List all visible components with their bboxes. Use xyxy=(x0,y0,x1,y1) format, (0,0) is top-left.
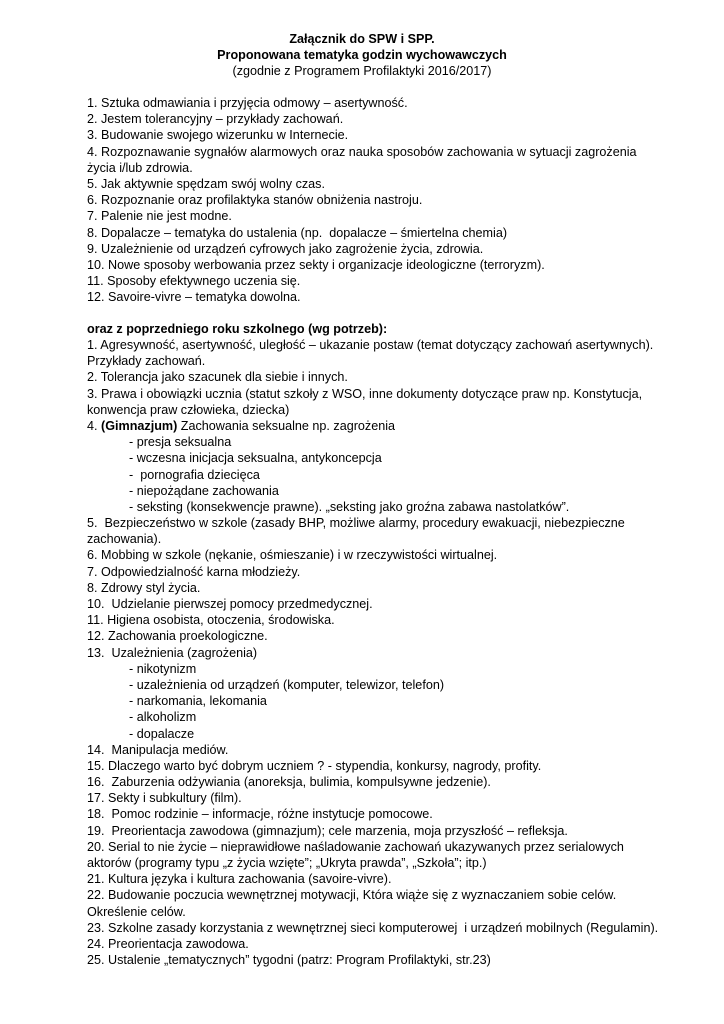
list-item: 10. Nowe sposoby werbowania przez sekty i organizacje ideologiczne (terroryzm). xyxy=(87,257,545,272)
sub-list-item: - nikotynizm xyxy=(129,661,197,676)
item4-number: 4. xyxy=(87,418,102,433)
list-item: 7. Odpowiedzialność karna młodzieży. xyxy=(87,564,301,579)
sub-list-item: - narkomania, lekomania xyxy=(129,694,267,709)
list-item: 10. Udzielanie pierwszej pomocy przedmedycznej. xyxy=(87,597,373,611)
list-item-4 xyxy=(87,418,697,434)
item4-text: Zachowania seksualne np. zagrożenia xyxy=(177,418,396,433)
list-item: 16. Zaburzenia odżywiania (anoreksja, bulimia, kompulsywne jedzenie). xyxy=(87,775,491,790)
list-item: 1. Sztuka odmawiania i przyjęcia odmowy – asertywność. xyxy=(87,96,408,110)
list-item: 11. Higiena osobista, otoczenia, środowiska. xyxy=(87,613,335,628)
sub-list-item: - wczesna inicjacja seksualna, antykoncepcja xyxy=(129,451,382,466)
topic-list-current-year xyxy=(87,95,697,305)
list-item: aktorów (programy typu „z życia wzięte”; „Ukryta prawda”, „Szkoła”; itp.) xyxy=(87,856,487,870)
list-item: 1. Agresywność, asertywność, uległość – ukazanie postaw (temat dotyczący zachowań asertywnych). xyxy=(87,338,654,352)
list-item: 21. Kultura języka i kultura zachowania (savoire-vivre). xyxy=(87,872,392,887)
list-item: 2. Tolerancja jako szacunek dla siebie i innych. xyxy=(87,370,348,385)
item4-bold-label: (Gimnazjum) xyxy=(101,418,178,433)
list-item: konwencja praw człowieka, dziecka) xyxy=(87,402,290,417)
list-item: 8. Zdrowy styl życia. xyxy=(87,580,201,595)
list-item: 8. Dopalacze – tematyka do ustalenia (np. dopalacze – śmiertelna chemia) xyxy=(87,225,508,240)
sub-list-item: - uzależnienia od urządzeń (komputer, telewizor, telefon) xyxy=(129,677,445,692)
title-line-1: Załącznik do SPW i SPP. xyxy=(289,32,435,46)
sub-list-item: - alkoholizm xyxy=(129,710,197,725)
list-item: 12. Savoire-vivre – tematyka dowolna. xyxy=(87,290,301,305)
list-item: 22. Budowanie poczucia wewnętrznej motywacji, Która wiąże się z wyznaczaniem sobie celów. xyxy=(87,888,617,903)
list-item: 24. Preorientacja zawodowa. xyxy=(87,936,249,951)
list-item: 5. Jak aktywnie spędzam swój wolny czas. xyxy=(87,176,325,191)
list-item: 19. Preorientacja zawodowa (gimnazjum); cele marzenia, moja przyszłość – refleksja. xyxy=(87,823,568,838)
list-item: 5. Bezpieczeństwo w szkole (zasady BHP, możliwe alarmy, procedury ewakuacji, niebezpieczne xyxy=(87,516,625,531)
list-item: 20. Serial to nie życie – nieprawidłowe naśladowanie zachowań ukazywanych przez serialowych xyxy=(87,839,624,854)
list-item: 3. Prawa i obowiązki ucznia (statut szkoły z WSO, inne dokumenty dotyczące praw np. Konstytucja, xyxy=(87,386,643,401)
list-item: 6. Rozpoznanie oraz profilaktyka stanów obniżenia nastroju. xyxy=(87,193,423,208)
list-item: 11. Sposoby efektywnego uczenia się. xyxy=(87,274,301,289)
list-item: 3. Budowanie swojego wizerunku w Internecie. xyxy=(87,128,349,143)
title-line-2: Proponowana tematyka godzin wychowawczych xyxy=(217,48,507,62)
list-item: 12. Zachowania proekologiczne. xyxy=(87,629,268,644)
list-item: 14. Manipulacja mediów. xyxy=(87,742,229,757)
title-line-3: (zgodnie z Programem Profilaktyki 2016/2017) xyxy=(232,64,492,78)
list-item: 13. Uzależnienia (zagrożenia) xyxy=(87,645,258,660)
list-item: Określenie celów. xyxy=(87,904,186,919)
list-item: 4. Rozpoznawanie sygnałów alarmowych oraz nauka sposobów zachowania w sytuacji zagrożenia xyxy=(87,144,637,159)
list-item: 15. Dlaczego warto być dobrym uczniem ? - stypendia, konkursy, nagrody, profity. xyxy=(87,758,542,773)
topic-list-previous-year xyxy=(87,337,697,968)
list-item: 7. Palenie nie jest modne. xyxy=(87,209,232,224)
list-item: 9. Uzależnienie od urządzeń cyfrowych jako zagrożenie życia, zdrowia. xyxy=(87,241,484,256)
list-item: życia i/lub zdrowia. xyxy=(87,160,193,175)
list-item: 2. Jestem tolerancyjny – przykłady zachowań. xyxy=(87,112,344,127)
list-item: 25. Ustalenie „tematycznych” tygodni (patrz: Program Profilaktyki, str.23) xyxy=(87,953,491,968)
sub-list-item: - dopalacze xyxy=(129,726,195,741)
list-item: 23. Szkolne zasady korzystania z wewnętrznej sieci komputerowej i urządzeń mobilnych (Regulamin). xyxy=(87,920,659,935)
section-heading-previous-year: oraz z poprzedniego roku szkolnego (wg potrzeb): xyxy=(87,322,388,336)
sub-list-item: - seksting (konsekwencje prawne). „seksting jako groźna zabawa nastolatków”. xyxy=(129,499,570,514)
list-item: 18. Pomoc rodzinie – informacje, różne instytucje pomocowe. xyxy=(87,807,433,822)
sub-list-item: - pornografia dziecięca xyxy=(129,467,260,482)
sub-list-item: - presja seksualna xyxy=(129,435,232,450)
list-item: 17. Sekty i subkultury (film). xyxy=(87,791,242,806)
list-item: Przykłady zachowań. xyxy=(87,354,206,369)
list-item: 6. Mobbing w szkole (nękanie, ośmieszanie) i w rzeczywistości wirtualnej. xyxy=(87,548,498,563)
sub-list-item: - niepożądane zachowania xyxy=(129,483,279,498)
list-item: zachowania). xyxy=(87,532,162,547)
